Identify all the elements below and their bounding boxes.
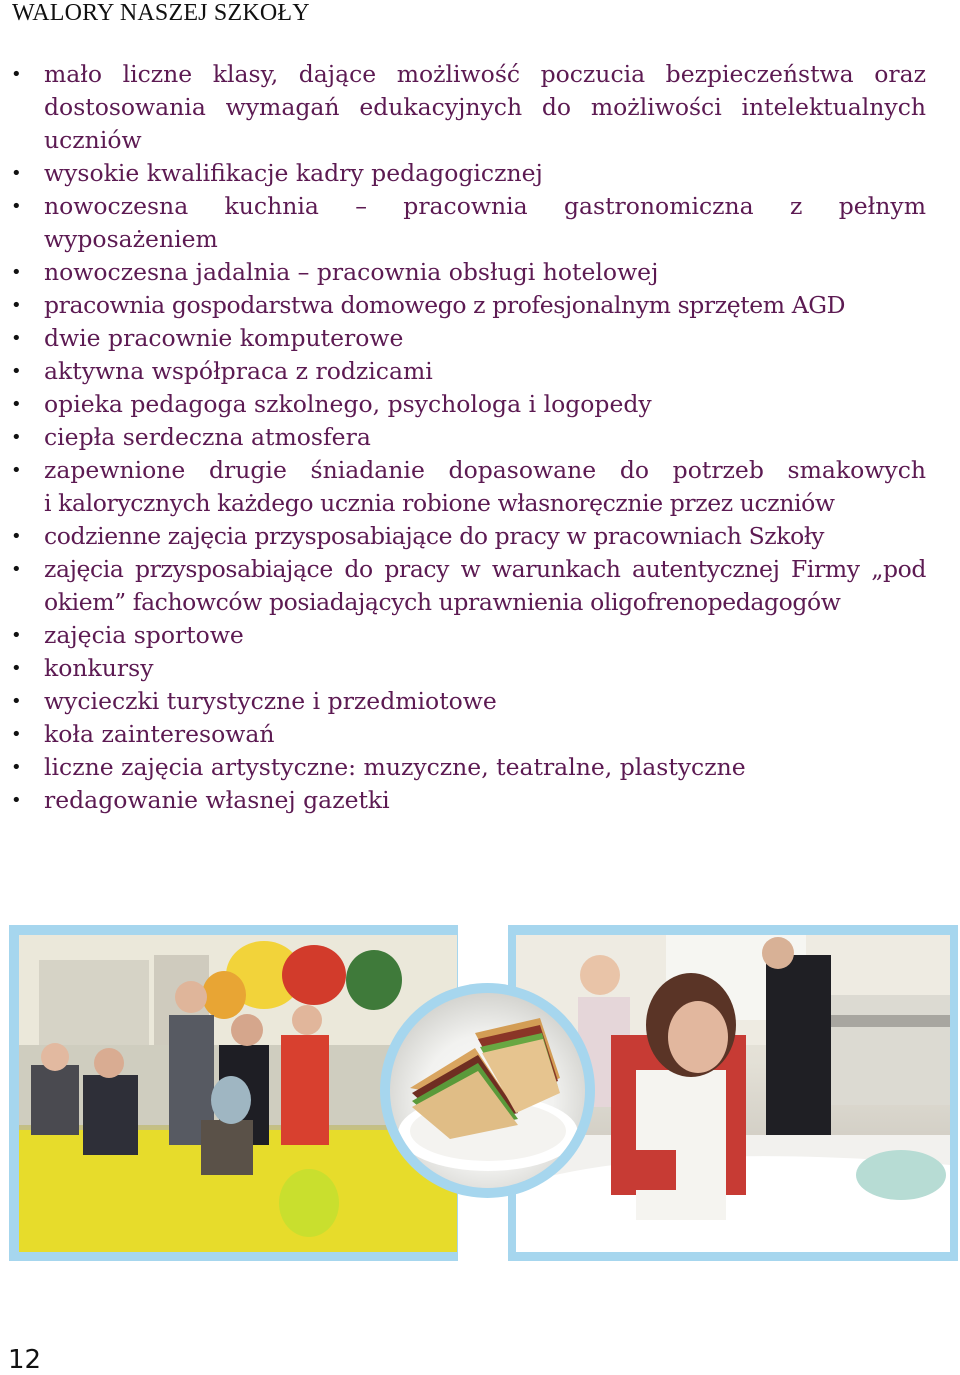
list-item-line: nowoczesna kuchnia – pracownia gastronomiczna z pełnym [44,192,926,220]
list-item [0,718,926,751]
bullet: • [11,724,22,745]
list-item-line: zajęcia przysposabiające do pracy w warunkach autentycznej Firmy „pod [44,555,926,583]
bullet: • [11,427,22,448]
list-item-line: dostosowania wymagań edukacyjnych do możliwości intelektualnych [44,93,926,121]
bullet: • [11,658,22,679]
list-item [0,355,926,388]
page-number: 12 [8,1345,42,1375]
bullet: • [11,163,22,184]
list-item [0,289,926,322]
list-item [0,751,926,784]
list-item [0,256,926,289]
list-item-line: pracownia gospodarstwa domowego z profesjonalnym sprzętem AGD [44,291,846,319]
bullet: • [11,790,22,811]
bullet: • [11,361,22,382]
bullet: • [11,691,22,712]
list-item-line: zajęcia sportowe [44,621,244,649]
list-item-line: mało liczne klasy, dające możliwość poczucia bezpieczeństwa oraz [44,60,926,88]
bullet: • [11,328,22,349]
list-item [0,454,926,520]
list-item-line: wyposażeniem [44,225,218,253]
list-item [0,157,926,190]
list-item-line: opieka pedagoga szkolnego, psychologa i logopedy [44,390,652,418]
bullet: • [11,757,22,778]
list-item-line: codzienne zajęcia przysposabiające do pracy w pracowniach Szkoły [44,522,824,550]
list-item [0,421,926,454]
list-item-line: konkursy [44,654,154,682]
school-features-list [0,58,960,817]
page-heading: WALORY NASZEJ SZKOŁY [12,0,310,26]
list-item-line: dwie pracownie komputerowe [44,324,404,352]
bullet: • [11,526,22,547]
list-item-line: uczniów [44,126,142,154]
list-item [0,322,926,355]
list-item-line: liczne zajęcia artystyczne: muzyczne, teatralne, plastyczne [44,753,746,781]
list-item [0,520,926,553]
list-item [0,619,926,652]
bullet: • [11,394,22,415]
list-item [0,388,926,421]
list-item [0,190,926,256]
list-item [0,58,926,157]
list-item-line: i kalorycznych każdego ucznia robione własnoręcznie przez uczniów [44,489,835,517]
photo-sandwich-frame [380,983,595,1198]
list-item [0,685,926,718]
list-item-line: wycieczki turystyczne i przedmiotowe [44,687,497,715]
list-item-line: okiem” fachowców posiadających uprawnienia oligofrenopedagogów [44,588,841,616]
bullet: • [11,625,22,646]
list-item [0,652,926,685]
list-item [0,553,926,619]
list-item-line: nowoczesna jadalnia – pracownia obsługi hotelowej [44,258,659,286]
bullet: • [11,295,22,316]
list-item-line: aktywna współpraca z rodzicami [44,357,433,385]
bullet: • [11,64,22,85]
bullet: • [11,262,22,283]
bullet: • [11,559,22,580]
list-item-line: zapewnione drugie śniadanie dopasowane do potrzeb smakowych [44,456,926,484]
bullet: • [11,196,22,217]
bullet: • [11,460,22,481]
list-item-line: redagowanie własnej gazetki [44,786,390,814]
list-item-line: wysokie kwalifikacje kadry pedagogicznej [44,159,543,187]
photo-sandwich [390,993,585,1188]
list-item-line: koła zainteresowań [44,720,275,748]
list-item-line: ciepła serdeczna atmosfera [44,423,371,451]
list-item [0,784,926,817]
